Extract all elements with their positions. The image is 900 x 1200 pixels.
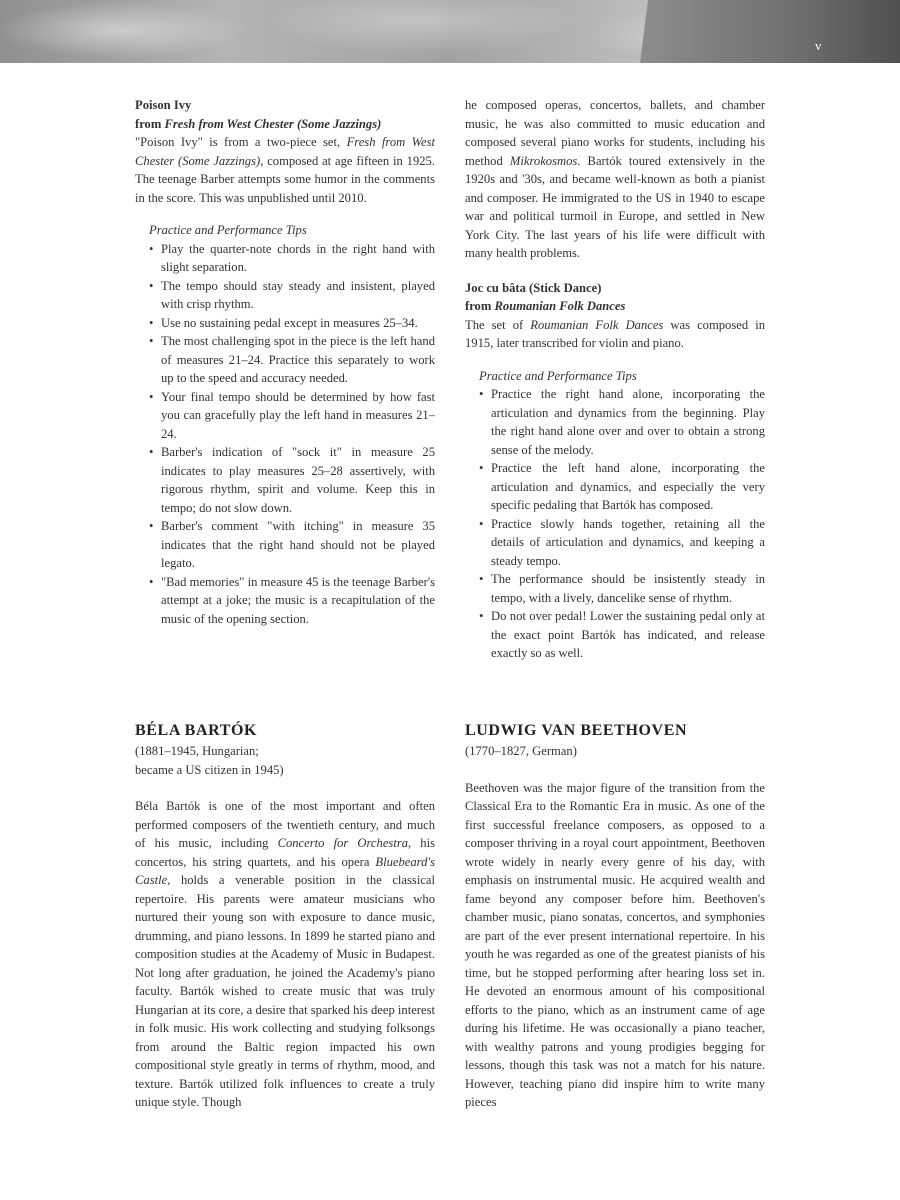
piece-title: Joc cu bâta (Stick Dance)	[465, 280, 602, 295]
collection-title: Roumanian Folk Dances	[494, 299, 626, 313]
page-number: v	[815, 38, 822, 53]
list-item: • Barber's comment "with itching" in measure 35 indicates that the right hand should not be played legato.	[149, 517, 435, 573]
list-item: • Barber's indication of "sock it" in measure 25 indicates to play measures 25–28 assertively, with rigorous rhythm, spirit and volume. Keep this in tempo; do not slow down.	[149, 443, 435, 517]
list-item: • Practice slowly hands together, retaining all the details of articulation and dynamics, and keeping a steady tempo.	[479, 515, 765, 571]
tips-list	[135, 240, 435, 629]
list-item: • The most challenging spot in the piece is the left hand of measures 21–24. Practice this separately to work up to the speed and accuracy needed.	[149, 332, 435, 388]
tips-heading: Practice and Performance Tips	[479, 368, 637, 383]
piece-intro: "Poison Ivy" is from a two-piece set, Fresh from West Chester (Some Jazzings), composed at age fifteen in 1925. The teenage Barber attempts some humor in the comments in the score. This was unpublished until 2010.	[135, 135, 436, 205]
composer-name: LUDWIG VAN BEETHOVEN	[465, 722, 688, 739]
list-item: • Do not over pedal! Lower the sustaining pedal only at the exact point Bartók has indicated, and release exactly so as well.	[479, 607, 765, 663]
piece-source: from Fresh from West Chester (Some Jazzings)	[135, 116, 382, 131]
composer-bio: Beethoven was the major figure of the transition from the Classical Era to the Romantic Era in music. As one of the first successful freelance composers, as opposed to a composer thriving in a royal court appointment, Beethoven wrote widely in nearly every genre of his day, with emphasis on instrumental music. He acquired wealth and fame beyond any composer before him. Beethoven's chamber music, piano sonatas, concertos, and symphonies are part of the ever present international repertoire. In his youth he was regarded as one of the greatest pianists of his time, but he stopped performing after hearing loss set in. He devoted an enormous amount of his compositional efforts to the piano, which as an instrument came of age during his lifetime. He was occasionally a piano teacher, with wealthy patrons and young prodigies begging for lessons, though this task was not a match for his nature. However, teaching piano did inspire him to write many pieces	[465, 780, 765, 1109]
list-item: • Use no sustaining pedal except in measures 25–34.	[149, 314, 435, 333]
composer-bio: Béla Bartók is one of the most important and often performed composers of the twentieth century, and much of his music, including Concerto for Orchestra, his concertos, his string quartets, and his opera Bluebeard's Castle, holds a venerable position in the classical repertoire. His parents were amateur musicians who nurtured their young son with exposure to dance music, drumming, and piano lessons. In 1899 he started piano and composition studies at the Academy of Music in Budapest. Not long after graduation, he joined the Academy's piano faculty. Bartók wished to create music that was truly Hungarian at its core, a desire that sparked his deep interest in folk music. His work collecting and studying folksongs from around the Baltic region impacted his own compositional style greatly in terms of rhythm, mood, and texture. Bartók utilized folk influences to create a truly unique style. Though	[135, 799, 436, 1109]
list-item: • Your final tempo should be determined by how fast you can gracefully play the left hand in measures 21–24.	[149, 388, 435, 444]
list-item: • The tempo should stay steady and insistent, played with crisp rhythm.	[149, 277, 435, 314]
list-item: • "Bad memories" in measure 45 is the teenage Barber's attempt at a joke; the music is a recapitulation of the music of the opening section.	[149, 573, 435, 629]
left-column	[135, 96, 435, 628]
list-item: • Practice the left hand alone, incorporating the articulation and dynamics, and especially the very specific pedaling that Bartók has composed.	[479, 459, 765, 515]
list-item: • Play the quarter-note chords in the right hand with slight separation.	[149, 240, 435, 277]
piece-title: Poison Ivy	[135, 98, 192, 112]
list-item: • The performance should be insistently steady in tempo, with a lively, dancelike sense of rhythm.	[479, 570, 765, 607]
piece-intro: The set of Roumanian Folk Dances was composed in 1915, later transcribed for violin and piano.	[465, 317, 765, 350]
header-dark-panel	[640, 0, 900, 63]
composer-section-bartok	[135, 720, 435, 1112]
bartok-bio-continuation: he composed operas, concertos, ballets, and chamber music, he was also committed to music education and composed several piano works for students, including his method Mikrokosmos. Bartók toured extensively in the 1920s and '30s, and became well-known as both a pianist and composer. He immigrated to the US in 1940 to escape war and political turmoil in Europe, and settled in New York City. The last years of his life were difficult with many health problems.	[465, 98, 765, 260]
composer-dates: (1881–1945, Hungarian; became a US citizen in 1945)	[135, 744, 284, 777]
piece-source: from Roumanian Folk Dances	[465, 299, 626, 313]
composer-name: BÉLA BARTÓK	[135, 722, 258, 739]
collection-title: Fresh from West Chester (Some Jazzings)	[164, 116, 382, 131]
tips-heading: Practice and Performance Tips	[149, 223, 307, 237]
tips-list	[465, 385, 765, 663]
right-column	[465, 96, 765, 663]
header-banner	[0, 0, 900, 63]
composer-section-beethoven	[465, 720, 765, 1112]
list-item: • Practice the right hand alone, incorporating the articulation and dynamics from the beginning. Play the right hand alone over and over to obtain a strong sense of the melody.	[479, 385, 765, 459]
composer-dates: (1770–1827, German)	[465, 744, 577, 758]
